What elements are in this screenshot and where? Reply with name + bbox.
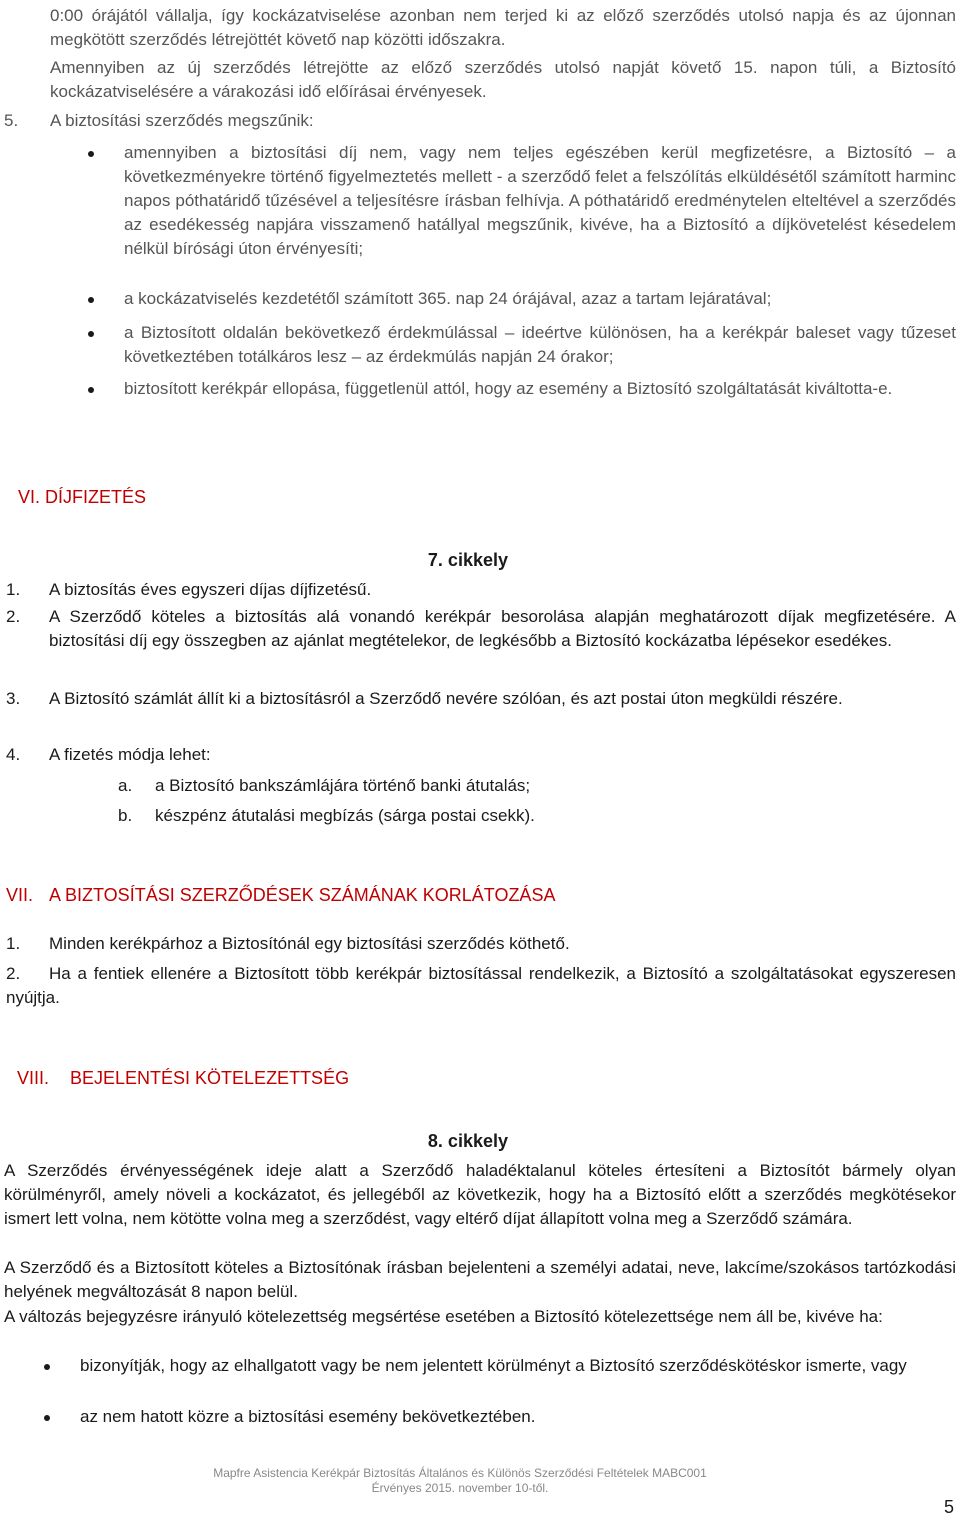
- list-item: [124, 377, 956, 425]
- payment-method-sublist: [118, 774, 818, 834]
- item-text: Ha a fentiek ellenére a Biztosított több kerékpár biztosítással rendelkezik, a Biztosító a szolgáltatásokat egyszeresen nyújtja.: [6, 964, 956, 1007]
- item-letter: a.: [118, 776, 133, 795]
- list-item: [124, 287, 956, 321]
- bullet-text: bizonyítják, hogy az elhallgatott vagy be nem jelentett körülményt a Biztosító szerződéskötéskor ismerte, vagy: [80, 1356, 907, 1375]
- item-text: A biztosítás éves egyszeri díjas díjfizetésű.: [49, 580, 372, 599]
- reporting-paragraph-3: A változás bejegyzésre irányuló kötelezettség megsértése esetében a Biztosító kötelezettsége nem áll be, kivéve ha:: [4, 1307, 883, 1326]
- item-5-text: A biztosítási szerződés megszűnik:: [50, 111, 314, 130]
- footer-title: Mapfre Asistencia Kerékpár Biztosítás Általános és Különös Szerződési Feltételek MABC001: [213, 1466, 707, 1480]
- item-text: a Biztosító bankszámlájára történő banki átutalás;: [155, 776, 531, 795]
- item-number: 3.: [6, 689, 21, 708]
- bullet-text: a Biztosított oldalán bekövetkező érdekmúlással – ideértve különösen, ha a kerékpár baleset vagy tűzeset következtében totálkáros lesz – az érdekmúlás napján 24 órakor;: [124, 323, 956, 366]
- section-8-heading-number: VIII.: [17, 1068, 50, 1088]
- section-7-heading-number: VII.: [6, 885, 34, 905]
- item-text: A Szerződő köteles a biztosítás alá vonandó kerékpár besorolása alapján meghatározott díjak megfizetésére. A biztosítási díj egy összegben az ajánlat megtételekor, de legkésőbb a Biztosító kockázatba lépésekor esedékes.: [49, 607, 956, 650]
- list-item: [118, 804, 818, 834]
- item-letter: b.: [118, 806, 133, 825]
- list-item: [6, 605, 956, 687]
- item-number: 4.: [6, 745, 21, 764]
- item-number: 2.: [6, 607, 21, 626]
- bullet-icon: [88, 297, 94, 303]
- bullet-icon: [88, 151, 94, 157]
- list-item: [6, 743, 956, 771]
- bullet-icon: [88, 331, 94, 337]
- list-item: [80, 1405, 956, 1429]
- bullet-text: a kockázatviselés kezdetétől számított 365. nap 24 órájával, azaz a tartam lejáratával;: [124, 289, 772, 308]
- continuation-paragraph-2: Amennyiben az új szerződés létrejötte az előző szerződés utolsó napját követő 15. napon túli, a Biztosító kockázatviselésére a várakozási idő előírásai érvényesek.: [50, 58, 956, 101]
- bullet-icon: [44, 1415, 50, 1421]
- item-5-number: 5.: [4, 111, 19, 130]
- list-item: [6, 962, 956, 1010]
- section-heading-dijfizetes: VI. DÍJFIZETÉS: [18, 487, 147, 507]
- bullet-text: amennyiben a biztosítási díj nem, vagy nem teljes egészében kerül megfizetésre, a Biztosító – a következményekre történő figyelmeztetés mellett - a szerződő felet a felszólítás elküldésétől számított harminc napos póthatáridő tűzésével a teljesítésre írásban felhívja. A póthatáridő eredménytelen elteltével a szerződés az esedékesség napjára visszamenő hatállyal megszűnik, kivéve, ha a Biztosító a díjkövetelést késedelem nélkül bírósági úton érvényesíti;: [124, 143, 956, 258]
- exception-bullet-list: [80, 1354, 956, 1429]
- item-text: készpénz átutalási megbízás (sárga postai csekk).: [155, 806, 535, 825]
- section-heading-korlatozas: A BIZTOSÍTÁSI SZERZŐDÉSEK SZÁMÁNAK KORLÁTOZÁSA: [49, 885, 556, 905]
- reporting-paragraph-2: A Szerződő és a Biztosított köteles a Biztosítónak írásban bejelenteni a személyi adatai, neve, lakcíme/szokásos tartózkodási helyének megváltozását 8 napon belül.: [4, 1258, 956, 1301]
- section-7-list: [6, 932, 956, 1010]
- cikkely-8: 8. cikkely: [427, 1131, 508, 1151]
- item-number: 2.: [6, 964, 21, 983]
- continuation-paragraph-1: 0:00 órájától vállalja, így kockázatviselése azonban nem terjed ki az előző szerződés utolsó napja és az újonnan megkötött szerződés létrejöttét követő nap közötti időszakra.: [50, 6, 956, 49]
- list-item: [6, 687, 956, 743]
- item-text: A fizetés módja lehet:: [49, 745, 211, 764]
- list-item: [80, 1354, 956, 1405]
- bullet-text: biztosított kerékpár ellopása, függetlenül attól, hogy az esemény a Biztosító szolgáltatását kiváltotta-e.: [124, 379, 893, 398]
- cikkely-7: 7. cikkely: [427, 550, 508, 570]
- list-item: [124, 321, 956, 377]
- page-number: 5: [944, 1497, 955, 1517]
- bullet-icon: [44, 1364, 50, 1370]
- section-6-list: [6, 578, 956, 771]
- item-number: 1.: [6, 934, 21, 953]
- list-item: [124, 141, 956, 287]
- reporting-paragraph-1: A Szerződés érvényességének ideje alatt a Szerződő haladéktalanul köteles értesíteni a Biztosítót bármely olyan körülményről, amely növeli a kockázatot, és jellegéből az következik, hogy ha a Biztosító előtt a szerződés megkötésekor ismert lett volna, nem kötötte volna meg a szerződést, vagy eltérő díjat állapított volna meg a Szerződő számára.: [4, 1161, 956, 1228]
- list-item: [6, 578, 956, 605]
- bullet-text: az nem hatott közre a biztosítási esemény bekövetkeztében.: [80, 1407, 536, 1426]
- section-heading-bejelentes: BEJELENTÉSI KÖTELEZETTSÉG: [70, 1068, 350, 1088]
- item-number: 1.: [6, 580, 21, 599]
- item-text: A Biztosító számlát állít ki a biztosításról a Szerződő nevére szólóan, és azt postai úton megküldi részére.: [49, 689, 843, 708]
- list-item: [118, 774, 818, 804]
- termination-bullet-list: [124, 141, 956, 425]
- item-text: Minden kerékpárhoz a Biztosítónál egy biztosítási szerződés köthető.: [49, 934, 570, 953]
- bullet-icon: [88, 387, 94, 393]
- footer-validity: Érvényes 2015. november 10-től.: [371, 1481, 549, 1495]
- list-item: [6, 932, 956, 962]
